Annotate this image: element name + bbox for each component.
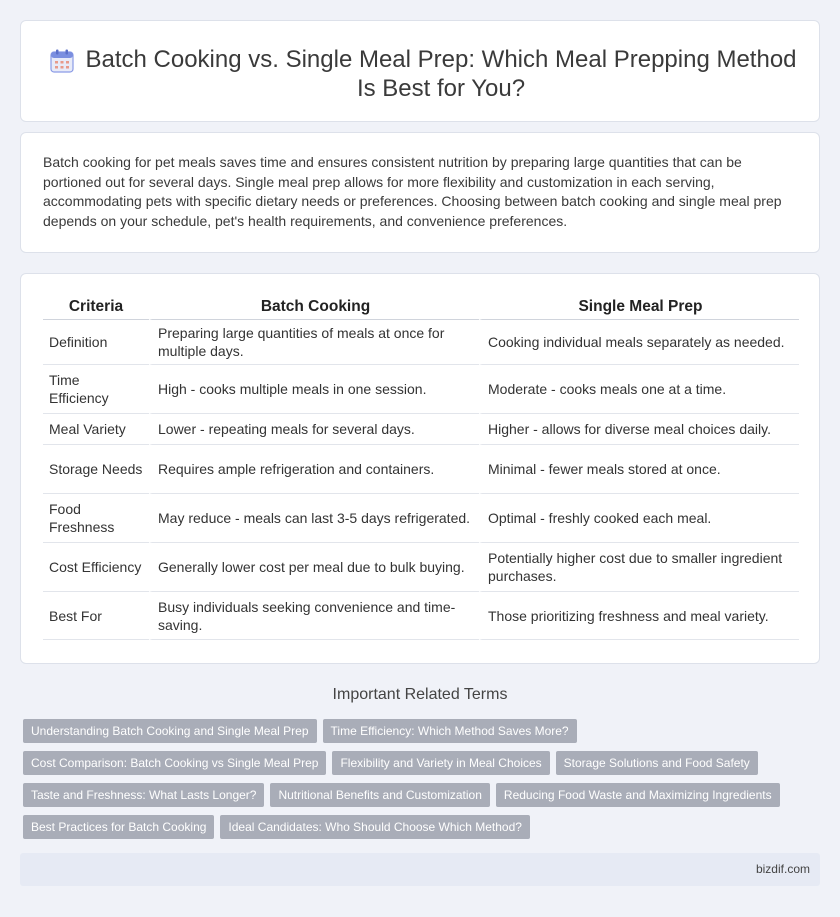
criteria-cell: Best For	[43, 592, 149, 640]
table-header-row	[43, 294, 799, 320]
header-single-meal-prep: Single Meal Prep	[479, 294, 799, 320]
tag-row	[23, 719, 823, 743]
related-term-tag[interactable]: Cost Comparison: Batch Cooking vs Single Meal Prep	[23, 751, 326, 775]
single-cell: Those prioritizing freshness and meal variety.	[479, 592, 799, 640]
criteria-cell: Time Efficiency	[43, 365, 149, 414]
page-title: Batch Cooking vs. Single Meal Prep: Which Meal Prepping Method Is Best for You?	[85, 46, 797, 102]
comparison-table-card	[20, 273, 820, 664]
intro-paragraph: Batch cooking for pet meals saves time and ensures consistent nutrition by preparing large quantities that can be portioned out for several days. Single meal prep allows for more flexibility and customization in each serving, accommodating pets with specific dietary needs or preferences. Choosing between batch cooking and single meal prep depends on your schedule, pet's health requirements, and convenience preferences.	[43, 154, 782, 229]
tag-row	[23, 783, 823, 807]
related-term-tag[interactable]: Flexibility and Variety in Meal Choices	[332, 751, 549, 775]
calendar-icon	[49, 48, 75, 74]
title-card	[20, 20, 820, 122]
criteria-cell: Definition	[43, 320, 149, 365]
related-terms-list	[23, 719, 823, 847]
intro-card	[20, 132, 820, 253]
single-cell: Minimal - fewer meals stored at once.	[479, 445, 799, 494]
criteria-cell: Meal Variety	[43, 414, 149, 445]
related-term-tag[interactable]: Nutritional Benefits and Customization	[270, 783, 489, 807]
batch-cell: Lower - repeating meals for several days.	[149, 414, 479, 445]
batch-cell: High - cooks multiple meals in one session.	[149, 365, 479, 414]
related-term-tag[interactable]: Taste and Freshness: What Lasts Longer?	[23, 783, 264, 807]
footer-site-name[interactable]: bizdif.com	[755, 862, 810, 876]
batch-cell: Requires ample refrigeration and containers.	[149, 445, 479, 494]
batch-cell: Preparing large quantities of meals at once for multiple days.	[149, 320, 479, 365]
related-term-tag[interactable]: Ideal Candidates: Who Should Choose Which Method?	[220, 815, 530, 839]
related-terms-heading: Important Related Terms	[332, 686, 508, 703]
header-batch-cooking: Batch Cooking	[149, 294, 479, 320]
batch-cell: Generally lower cost per meal due to bulk buying.	[149, 543, 479, 592]
tag-row	[23, 751, 823, 775]
table-row	[43, 365, 799, 414]
batch-cell: Busy individuals seeking convenience and time-saving.	[149, 592, 479, 640]
related-term-tag[interactable]: Best Practices for Batch Cooking	[23, 815, 214, 839]
criteria-cell: Cost Efficiency	[43, 543, 149, 592]
criteria-cell: Food Freshness	[43, 494, 149, 543]
single-cell: Cooking individual meals separately as needed.	[479, 320, 799, 365]
criteria-cell: Storage Needs	[43, 445, 149, 494]
comparison-table	[43, 294, 799, 640]
single-cell: Potentially higher cost due to smaller ingredient purchases.	[479, 543, 799, 592]
related-term-tag[interactable]: Storage Solutions and Food Safety	[556, 751, 758, 775]
table-row	[43, 592, 799, 640]
related-term-tag[interactable]: Understanding Batch Cooking and Single Meal Prep	[23, 719, 317, 743]
table-row	[43, 414, 799, 445]
related-term-tag[interactable]: Time Efficiency: Which Method Saves More?	[323, 719, 577, 743]
header-criteria: Criteria	[43, 294, 149, 320]
table-row	[43, 445, 799, 494]
table-row	[43, 494, 799, 543]
tag-row	[23, 815, 823, 839]
table-row	[43, 320, 799, 365]
footer-bar	[20, 853, 820, 886]
table-row	[43, 543, 799, 592]
related-term-tag[interactable]: Reducing Food Waste and Maximizing Ingredients	[496, 783, 780, 807]
single-cell: Higher - allows for diverse meal choices daily.	[479, 414, 799, 445]
single-cell: Optimal - freshly cooked each meal.	[479, 494, 799, 543]
single-cell: Moderate - cooks meals one at a time.	[479, 365, 799, 414]
batch-cell: May reduce - meals can last 3-5 days refrigerated.	[149, 494, 479, 543]
